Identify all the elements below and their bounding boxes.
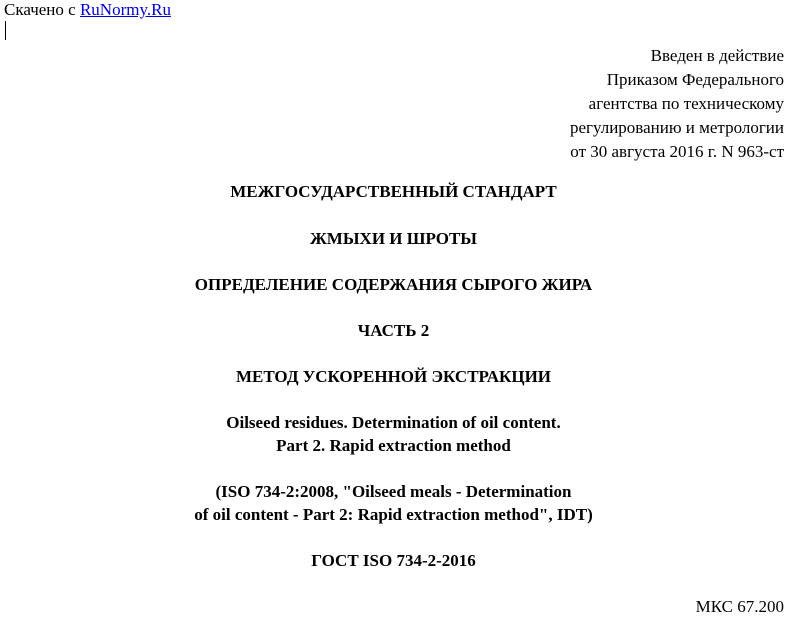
source-line xyxy=(4,0,171,20)
title-line-1: ЖМЫХИ И ШРОТЫ xyxy=(310,229,477,248)
approval-line: регулированию и метрологии xyxy=(569,118,784,137)
approval-line: от 30 августа 2016 г. N 963-ст xyxy=(570,142,784,161)
iso-reference-line: of oil content - Part 2: Rapid extraction method", IDT) xyxy=(194,505,593,524)
approval-block xyxy=(570,44,784,164)
iso-reference-line: (ISO 734-2:2008, "Oilseed meals - Determination xyxy=(215,482,572,501)
standard-code: ГОСТ ISO 734-2-2016 xyxy=(311,551,476,570)
english-title-line: Part 2. Rapid extraction method xyxy=(276,436,511,455)
standard-kind: МЕЖГОСУДАРСТВЕННЫЙ СТАНДАРТ xyxy=(230,182,557,201)
title-line-2: ОПРЕДЕЛЕНИЕ СОДЕРЖАНИЯ СЫРОГО ЖИРА xyxy=(194,275,593,294)
approval-line: Введен в действие xyxy=(650,46,784,65)
text-cursor xyxy=(5,21,6,40)
iso-reference xyxy=(0,480,787,526)
source-link[interactable]: RuNormy.Ru xyxy=(79,0,171,19)
part-label: ЧАСТЬ 2 xyxy=(357,321,430,340)
mks-code: МКС 67.200 xyxy=(695,597,784,616)
source-prefix: Скачено с xyxy=(4,0,80,19)
approval-line: Приказом Федерального xyxy=(606,70,784,89)
title-line-3: МЕТОД УСКОРЕННОЙ ЭКСТРАКЦИИ xyxy=(235,367,552,386)
english-title-line: Oilseed residues. Determination of oil content. xyxy=(226,413,561,432)
approval-line: агентства по техническому xyxy=(588,94,784,113)
english-title xyxy=(0,411,787,457)
